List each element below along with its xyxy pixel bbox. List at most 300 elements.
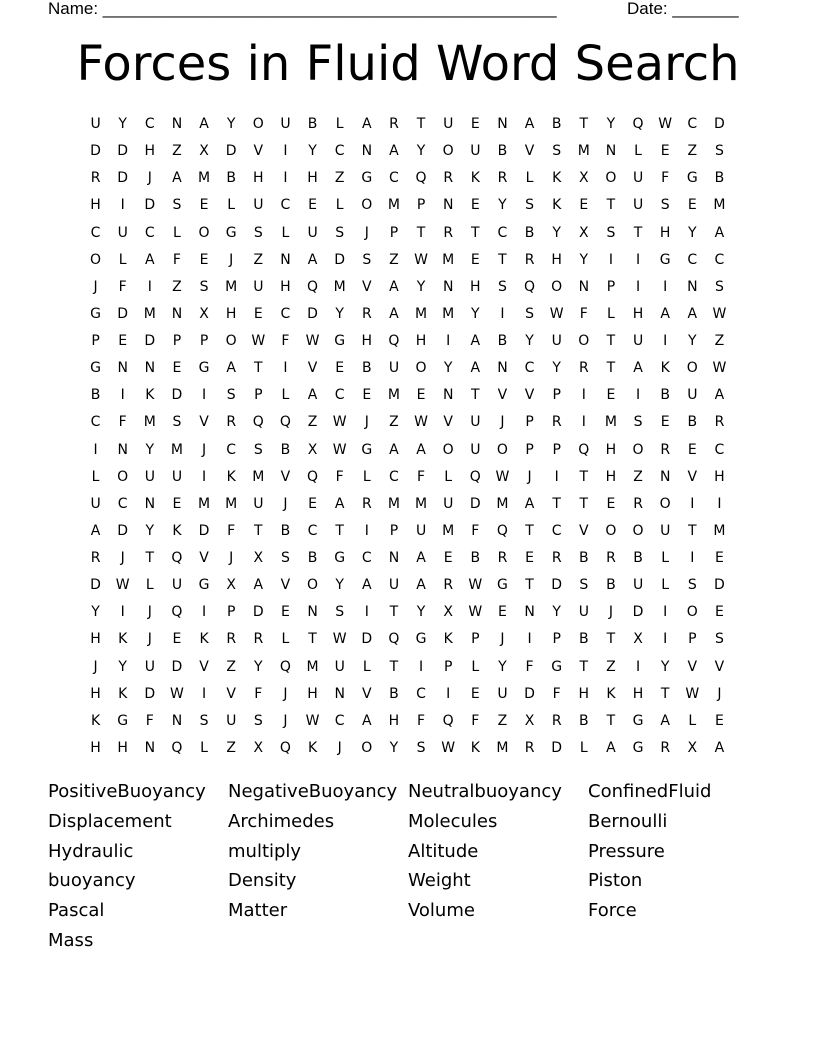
grid-letter: V	[579, 522, 589, 539]
grid-letter: F	[661, 170, 670, 187]
grid-letter: O	[632, 441, 644, 458]
grid-letter: V	[524, 143, 535, 160]
grid-letter: I	[201, 468, 207, 485]
grid-letter: H	[632, 305, 644, 322]
grid-row	[82, 409, 742, 436]
grid-letter: Y	[145, 522, 155, 539]
grid-letter: H	[90, 739, 101, 756]
grid-letter: W	[712, 360, 727, 377]
grid-letter: P	[471, 631, 480, 648]
grid-letter: I	[635, 251, 641, 268]
grid-letter: B	[579, 631, 589, 648]
grid-letter: I	[635, 278, 641, 295]
grid-letter: B	[497, 143, 508, 160]
grid-letter: O	[686, 604, 698, 621]
grid-letter: I	[527, 631, 532, 648]
grid-letter: G	[659, 251, 671, 268]
grid-letter: I	[663, 333, 668, 349]
grid-letter: L	[362, 658, 371, 675]
grid-letter: T	[660, 685, 670, 702]
grid-letter: B	[551, 116, 562, 132]
grid-row	[82, 165, 742, 192]
grid-letter: Q	[632, 116, 644, 132]
grid-letter: L	[525, 170, 534, 187]
grid-letter: S	[226, 387, 236, 404]
grid-letter: S	[633, 414, 643, 431]
grid-letter: W	[170, 685, 184, 702]
grid-row	[82, 247, 742, 274]
grid-letter: V	[226, 685, 236, 702]
grid-letter: O	[578, 333, 590, 349]
grid-letter: M	[225, 278, 238, 295]
grid-letter: A	[90, 522, 101, 539]
grid-letter: Q	[279, 739, 291, 756]
grid-letter: A	[307, 251, 318, 268]
grid-letter: K	[118, 685, 128, 702]
grid-letter: J	[201, 441, 207, 458]
grid-letter: Y	[308, 143, 317, 160]
grid-letter: B	[280, 522, 291, 539]
header-line	[48, 0, 748, 20]
grid-letter: R	[389, 116, 399, 132]
grid-letter: W	[115, 577, 130, 594]
page-title: Forces in Fluid Word Search	[76, 36, 740, 92]
grid-letter: K	[470, 739, 480, 756]
word-list-item: Bernoulli	[588, 810, 668, 832]
grid-letter: I	[364, 604, 369, 621]
grid-letter: C	[144, 116, 155, 132]
grid-letter: L	[661, 577, 670, 594]
word-list	[48, 779, 768, 958]
grid-letter: X	[253, 550, 264, 566]
grid-letter: X	[524, 712, 535, 729]
grid-letter: E	[470, 116, 480, 132]
grid-letter: Q	[578, 441, 590, 458]
word-list-item: Force	[588, 900, 637, 922]
grid-letter: E	[606, 387, 616, 404]
grid-letter: U	[632, 170, 644, 187]
grid-letter: C	[334, 712, 345, 729]
grid-letter: J	[147, 631, 152, 648]
grid-letter: O	[198, 224, 210, 241]
grid-letter: L	[145, 577, 154, 594]
grid-letter: E	[579, 197, 589, 214]
grid-letter: R	[361, 305, 372, 322]
grid-letter: J	[283, 495, 288, 512]
grid-letter: E	[715, 712, 724, 729]
grid-letter: T	[552, 495, 561, 512]
grid-letter: N	[605, 143, 617, 160]
grid-letter: V	[307, 360, 318, 377]
grid-letter: X	[579, 224, 589, 241]
grid-letter: K	[172, 522, 182, 539]
grid-letter: T	[525, 577, 534, 594]
grid-letter: P	[199, 333, 209, 349]
grid-row	[82, 382, 742, 409]
grid-letter: F	[579, 305, 588, 322]
word-list-item: Archimedes	[228, 810, 335, 832]
name-field: Name: ________________________________________________	[48, 0, 557, 18]
grid-letter: I	[120, 197, 125, 214]
word-list-item: Matter	[228, 900, 288, 922]
grid-letter: Y	[335, 305, 344, 322]
grid-letter: D	[524, 685, 535, 702]
grid-letter: V	[280, 468, 291, 485]
grid-letter: C	[714, 251, 725, 268]
grid-letter: M	[496, 739, 509, 756]
grid-letter: C	[551, 522, 562, 539]
grid-letter: S	[335, 224, 345, 241]
grid-letter: V	[443, 414, 453, 431]
grid-letter: I	[663, 278, 668, 295]
grid-letter: T	[606, 360, 616, 377]
grid-letter: V	[253, 143, 264, 160]
grid-letter: N	[307, 604, 318, 621]
grid-letter: I	[201, 387, 207, 404]
grid-letter: N	[117, 441, 128, 458]
grid-letter: U	[280, 116, 291, 132]
grid-letter: D	[144, 197, 156, 214]
grid-letter: Y	[145, 441, 155, 458]
grid-letter: V	[524, 387, 535, 404]
grid-letter: B	[226, 170, 236, 187]
grid-letter: H	[714, 468, 725, 485]
grid-letter: J	[717, 685, 722, 702]
grid-letter: T	[688, 522, 697, 539]
grid-letter: N	[171, 305, 183, 322]
grid-letter: W	[414, 414, 428, 431]
grid-letter: A	[660, 305, 670, 322]
grid-letter: O	[659, 495, 671, 512]
grid-letter: Y	[416, 604, 426, 621]
grid-letter: V	[199, 414, 209, 431]
grid-letter: A	[524, 495, 535, 512]
grid-letter: L	[335, 197, 344, 214]
word-list-item: Altitude	[408, 840, 479, 862]
grid-letter: M	[577, 143, 590, 160]
grid-letter: A	[226, 360, 236, 377]
grid-letter: D	[632, 604, 644, 621]
grid-letter: Y	[552, 224, 561, 241]
grid-letter: L	[362, 468, 371, 485]
grid-letter: V	[687, 658, 698, 675]
grid-row	[82, 355, 742, 382]
grid-letter: J	[93, 658, 98, 675]
grid-letter: B	[280, 441, 291, 458]
grid-letter: R	[578, 360, 589, 377]
grid-letter: K	[552, 197, 562, 214]
grid-letter: O	[225, 333, 237, 349]
grid-letter: C	[307, 522, 318, 539]
grid-letter: G	[497, 577, 508, 594]
grid-letter: M	[442, 251, 455, 268]
grid-letter: F	[335, 468, 344, 485]
grid-letter: H	[659, 224, 671, 241]
grid-letter: E	[715, 550, 724, 566]
grid-letter: D	[361, 631, 373, 648]
grid-letter: W	[712, 305, 727, 322]
grid-letter: O	[415, 360, 427, 377]
grid-row	[82, 464, 742, 491]
grid-letter: C	[497, 224, 508, 241]
grid-letter: V	[199, 658, 209, 675]
grid-letter: E	[253, 305, 263, 322]
grid-letter: Y	[254, 658, 263, 675]
grid-letter: P	[525, 414, 534, 431]
grid-letter: C	[280, 197, 291, 214]
grid-letter: L	[281, 387, 290, 404]
grid-letter: V	[362, 685, 372, 702]
grid-letter: M	[387, 495, 400, 512]
grid-letter: H	[415, 333, 427, 349]
grid-letter: R	[660, 441, 671, 458]
grid-letter: T	[254, 360, 263, 377]
grid-letter: I	[93, 441, 98, 458]
grid-row	[82, 437, 742, 464]
grid-letter: N	[497, 116, 508, 132]
word-list-item: PositiveBuoyancy	[48, 781, 206, 802]
grid-letter: U	[497, 685, 508, 702]
grid-letter: A	[199, 116, 209, 132]
grid-letter: A	[334, 495, 345, 512]
grid-letter: F	[525, 658, 534, 675]
grid-letter: B	[362, 360, 372, 377]
grid-letter: N	[578, 278, 590, 295]
grid-letter: B	[687, 414, 698, 431]
grid-letter: C	[334, 387, 345, 404]
grid-letter: H	[551, 251, 562, 268]
grid-letter: U	[443, 116, 454, 132]
grid-letter: M	[198, 495, 211, 512]
word-list-item: Neutralbuoyancy	[408, 781, 562, 802]
grid-letter: Q	[171, 604, 183, 621]
grid-letter: L	[281, 224, 290, 241]
grid-letter: L	[634, 143, 642, 160]
grid-letter: S	[660, 197, 670, 214]
grid-letter: Q	[307, 278, 319, 295]
grid-letter: Y	[525, 333, 534, 349]
grid-letter: S	[253, 441, 263, 458]
grid-row	[82, 545, 742, 572]
grid-letter: S	[253, 712, 263, 729]
grid-letter: S	[579, 577, 589, 594]
grid-letter: K	[226, 468, 236, 485]
grid-letter: L	[227, 197, 236, 214]
grid-letter: M	[198, 170, 211, 187]
grid-letter: G	[361, 170, 373, 187]
grid-letter: W	[251, 333, 266, 349]
grid-letter: Q	[442, 712, 454, 729]
grid-letter: E	[470, 197, 480, 214]
grid-letter: F	[118, 278, 127, 295]
grid-row	[82, 708, 742, 735]
grid-letter: D	[551, 739, 563, 756]
grid-letter: Q	[279, 658, 291, 675]
grid-letter: K	[199, 631, 209, 648]
grid-letter: J	[364, 414, 369, 431]
grid-letter: V	[497, 387, 508, 404]
grid-letter: E	[199, 197, 209, 214]
grid-letter: H	[578, 685, 590, 702]
grid-letter: D	[171, 387, 183, 404]
grid-letter: M	[306, 658, 319, 675]
grid-letter: E	[172, 360, 182, 377]
grid-letter: A	[416, 441, 426, 458]
word-list-item: NegativeBuoyancy	[228, 781, 398, 802]
grid-letter: G	[415, 631, 427, 648]
grid-letter: F	[552, 685, 561, 702]
grid-letter: W	[468, 604, 483, 621]
grid-letter: O	[90, 251, 102, 268]
grid-letter: P	[172, 333, 182, 349]
grid-letter: H	[632, 685, 644, 702]
grid-letter: K	[307, 739, 318, 756]
grid-letter: B	[633, 550, 643, 566]
grid-letter: E	[172, 631, 182, 648]
word-list-item: Pascal	[48, 900, 105, 922]
grid-letter: T	[471, 387, 480, 404]
grid-letter: M	[225, 495, 238, 512]
grid-letter: L	[471, 658, 480, 675]
grid-letter: T	[471, 224, 480, 241]
grid-letter: Q	[388, 333, 400, 349]
grid-letter: U	[90, 495, 101, 512]
grid-letter: E	[172, 495, 182, 512]
grid-letter: Y	[389, 739, 399, 756]
grid-letter: V	[199, 550, 209, 566]
grid-letter: Y	[91, 604, 100, 621]
grid-letter: R	[443, 170, 454, 187]
grid-row	[82, 220, 742, 247]
grid-letter: N	[144, 495, 156, 512]
grid-letter: R	[443, 577, 454, 594]
grid-letter: A	[714, 739, 725, 756]
grid-letter: B	[389, 685, 399, 702]
grid-letter: I	[717, 495, 722, 512]
grid-letter: X	[199, 143, 209, 160]
grid-letter: B	[307, 116, 318, 132]
grid-letter: X	[307, 441, 318, 458]
grid-letter: E	[443, 550, 453, 566]
grid-letter: A	[633, 360, 643, 377]
grid-letter: N	[144, 360, 156, 377]
grid-row	[82, 274, 742, 301]
grid-letter: Y	[552, 360, 561, 377]
grid-letter: M	[713, 522, 726, 539]
grid-letter: Z	[253, 251, 264, 268]
grid-letter: Z	[687, 143, 698, 160]
grid-letter: C	[90, 224, 101, 241]
grid-letter: S	[172, 197, 182, 214]
grid-letter: J	[500, 414, 505, 431]
grid-letter: F	[145, 712, 154, 729]
grid-letter: A	[714, 387, 725, 404]
grid-letter: M	[415, 495, 428, 512]
grid-row	[82, 681, 742, 708]
grid-letter: J	[147, 604, 152, 621]
grid-letter: U	[253, 495, 264, 512]
grid-letter: G	[225, 224, 237, 241]
grid-letter: L	[335, 116, 344, 132]
grid-letter: Y	[552, 604, 561, 621]
grid-letter: R	[226, 414, 237, 431]
grid-letter: X	[579, 170, 589, 187]
grid-letter: R	[551, 712, 562, 729]
grid-letter: A	[416, 550, 426, 566]
grid-letter: A	[172, 170, 182, 187]
grid-letter: Z	[226, 739, 236, 756]
grid-letter: T	[606, 333, 616, 349]
grid-letter: Q	[524, 278, 536, 295]
grid-letter: S	[552, 143, 562, 160]
grid-letter: Q	[171, 550, 183, 566]
grid-letter: A	[470, 333, 481, 349]
grid-letter: K	[145, 387, 155, 404]
grid-letter: R	[714, 414, 725, 431]
grid-letter: I	[201, 685, 207, 702]
grid-letter: O	[307, 577, 319, 594]
grid-letter: U	[144, 658, 155, 675]
grid-letter: I	[635, 658, 641, 675]
grid-letter: A	[714, 224, 725, 241]
grid-letter: F	[172, 251, 181, 268]
grid-letter: T	[579, 468, 589, 485]
grid-letter: Q	[171, 739, 183, 756]
date-field: Date: _______	[627, 0, 739, 18]
grid-letter: S	[199, 712, 209, 729]
grid-letter: B	[90, 387, 101, 404]
grid-letter: U	[388, 577, 400, 594]
word-list-item: Weight	[408, 870, 471, 892]
grid-letter: N	[497, 360, 508, 377]
grid-letter: Y	[660, 658, 670, 675]
grid-letter: P	[552, 387, 561, 404]
grid-letter: U	[578, 604, 589, 621]
grid-letter: W	[332, 441, 347, 458]
grid-letter: B	[579, 550, 589, 566]
grid-letter: L	[173, 224, 181, 241]
grid-letter: Y	[118, 658, 127, 675]
grid-letter: F	[471, 522, 480, 539]
grid-letter: M	[170, 441, 183, 458]
grid-letter: A	[416, 577, 426, 594]
grid-letter: P	[389, 522, 399, 539]
grid-letter: C	[361, 550, 372, 566]
grid-letter: I	[446, 685, 451, 702]
letter-grid	[82, 111, 742, 762]
grid-letter: E	[308, 495, 317, 512]
grid-letter: U	[171, 468, 183, 485]
grid-letter: D	[171, 658, 183, 675]
grid-letter: O	[605, 522, 617, 539]
grid-letter: H	[307, 685, 318, 702]
grid-row	[82, 328, 742, 355]
grid-letter: G	[198, 577, 210, 594]
grid-letter: I	[690, 495, 695, 512]
grid-letter: H	[117, 739, 128, 756]
grid-letter: L	[281, 631, 290, 648]
grid-letter: U	[171, 577, 183, 594]
grid-letter: C	[524, 360, 535, 377]
grid-letter: D	[117, 305, 129, 322]
grid-letter: S	[714, 278, 724, 295]
grid-letter: E	[308, 197, 317, 214]
grid-letter: D	[307, 305, 318, 322]
grid-letter: P	[525, 441, 534, 458]
grid-letter: P	[91, 333, 100, 349]
grid-letter: B	[524, 224, 535, 241]
grid-letter: I	[283, 170, 288, 187]
